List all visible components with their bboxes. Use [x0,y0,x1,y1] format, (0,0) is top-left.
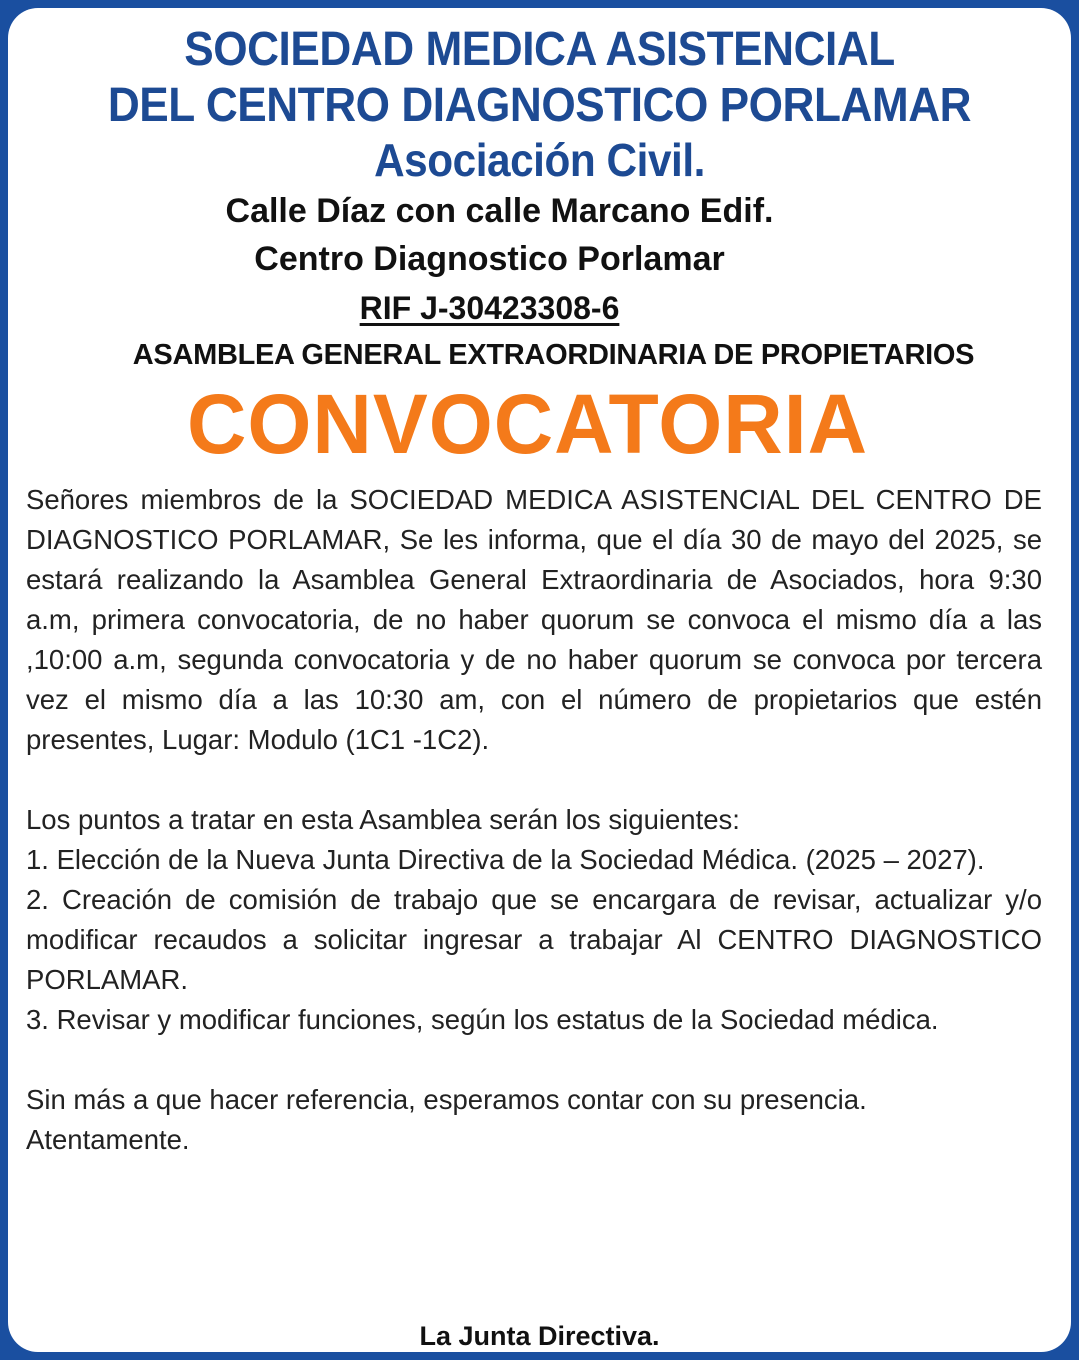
assembly-title: ASAMBLEA GENERAL EXTRAORDINARIA DE PROPIETARIOS [132,339,975,371]
regards-line: Atentamente. [26,1124,190,1155]
address-line-1: Calle Díaz con calle Marcano Edif. [225,192,774,230]
convocatoria-heading: CONVOCATORIA [186,377,869,471]
notice-frame [8,8,1071,1352]
org-name-line-1: SOCIEDAD MEDICA ASISTENCIAL [184,23,895,76]
address-line-2: Centro Diagnostico Porlamar [254,240,725,278]
org-type: Asociación Civil. [374,134,705,186]
org-name-line-2: DEL CENTRO DIAGNOSTICO PORLAMAR [107,79,972,132]
spacer [26,760,1042,800]
agenda-point-2: 2. Creación de comisión de trabajo que se encargara de revisar, actualizar y/o modificar recaudos a solicitar ingresar a trabajar Al CENTRO DIAGNOSTICO PORLAMAR. [26,884,1042,995]
notice-body [26,480,1042,1160]
agenda-point-3: 3. Revisar y modificar funciones, según los estatus de la Sociedad médica. [26,1004,939,1035]
agenda-point-1: 1. Elección de la Nueva Junta Directiva de la Sociedad Médica. (2025 – 2027). [26,844,985,875]
points-heading: Los puntos a tratar en esta Asamblea serán los siguientes: [26,804,740,835]
spacer [26,1040,1042,1080]
closing-line: Sin más a que hacer referencia, esperamos contar con su presencia. [26,1084,867,1115]
intro-paragraph: Señores miembros de la SOCIEDAD MEDICA ASISTENCIAL DEL CENTRO DE DIAGNOSTICO PORLAMAR, Se les informa, que el día 30 de mayo del 2025, se estará realizando la Asamblea General Extraordinaria de Asociados, hora 9:30 a.m, primera convocatoria, de no haber quorum se convoca el mismo día a las ,10:00 a.m, segunda convocatoria y de no haber quorum se convoca por tercera vez el mismo día a las 10:30 am, con el número de propietarios que estén presentes, Lugar: Modulo (1C1 -1C2). [26,484,1042,755]
rif-number: RIF J-30423308-6 [359,290,620,326]
signature: La Junta Directiva. [419,1321,660,1351]
